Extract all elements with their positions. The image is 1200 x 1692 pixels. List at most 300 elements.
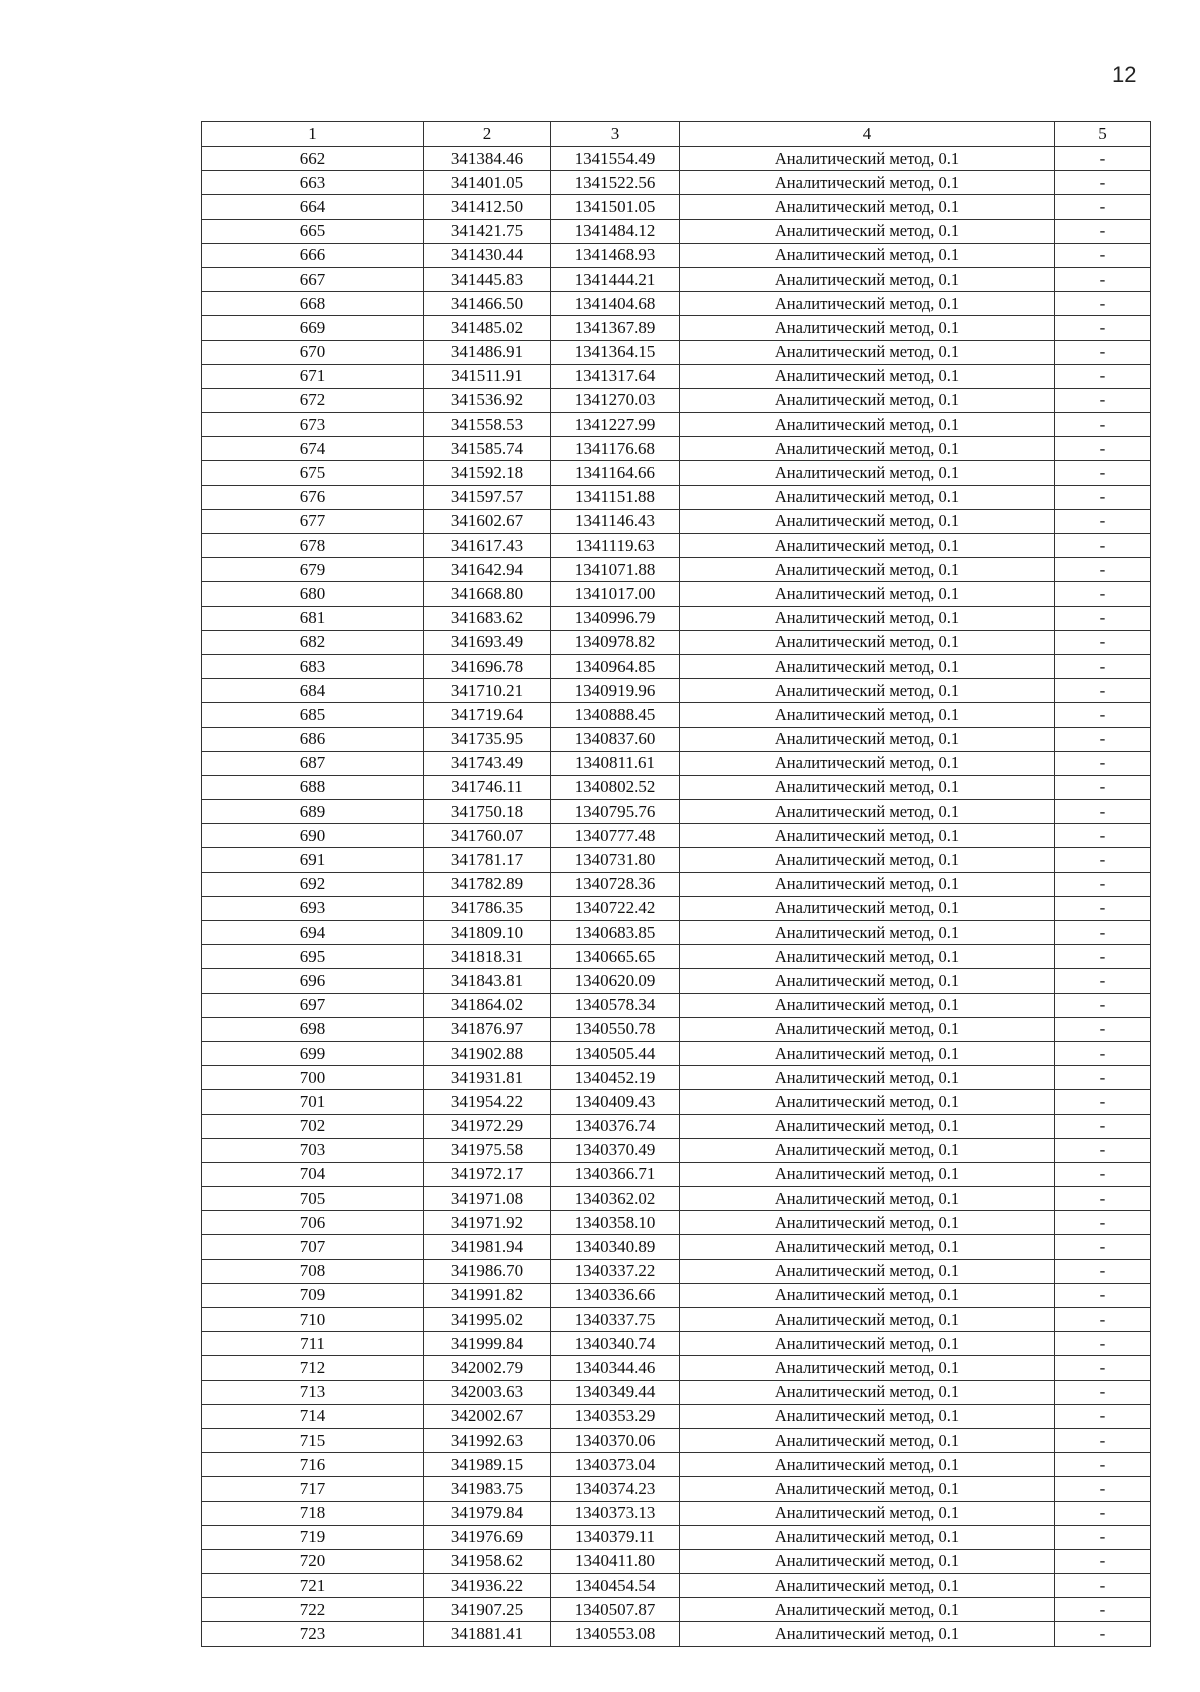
x-coordinate-cell: 341693.49: [424, 630, 551, 654]
y-coordinate-cell: 1340349.44: [551, 1380, 680, 1404]
description-cell: -: [1055, 340, 1151, 364]
method-cell: Аналитический метод, 0.1: [680, 413, 1055, 437]
coordinates-table-body: [202, 122, 1151, 1647]
point-number-cell: 699: [202, 1041, 424, 1065]
method-cell: Аналитический метод, 0.1: [680, 1308, 1055, 1332]
x-coordinate-cell: 341558.53: [424, 413, 551, 437]
y-coordinate-cell: 1340409.43: [551, 1090, 680, 1114]
point-number-cell: 679: [202, 558, 424, 582]
table-row: [202, 606, 1151, 630]
y-coordinate-cell: 1340362.02: [551, 1187, 680, 1211]
table-row: [202, 1477, 1151, 1501]
method-cell: Аналитический метод, 0.1: [680, 1235, 1055, 1259]
method-cell: Аналитический метод, 0.1: [680, 1525, 1055, 1549]
table-row: [202, 921, 1151, 945]
method-cell: Аналитический метод, 0.1: [680, 1574, 1055, 1598]
description-cell: -: [1055, 147, 1151, 171]
x-coordinate-cell: 341979.84: [424, 1501, 551, 1525]
method-cell: Аналитический метод, 0.1: [680, 921, 1055, 945]
point-number-cell: 697: [202, 993, 424, 1017]
point-number-cell: 706: [202, 1211, 424, 1235]
table-row: [202, 1574, 1151, 1598]
table-row: [202, 316, 1151, 340]
point-number-cell: 721: [202, 1574, 424, 1598]
y-coordinate-cell: 1341119.63: [551, 534, 680, 558]
x-coordinate-cell: 341782.89: [424, 872, 551, 896]
y-coordinate-cell: 1341501.05: [551, 195, 680, 219]
table-row: [202, 1332, 1151, 1356]
x-coordinate-cell: 341983.75: [424, 1477, 551, 1501]
description-cell: -: [1055, 921, 1151, 945]
header-cell-y: 3: [551, 122, 680, 147]
description-cell: -: [1055, 1549, 1151, 1573]
description-cell: -: [1055, 1283, 1151, 1307]
method-cell: Аналитический метод, 0.1: [680, 969, 1055, 993]
point-number-cell: 670: [202, 340, 424, 364]
point-number-cell: 705: [202, 1187, 424, 1211]
table-row: [202, 824, 1151, 848]
method-cell: Аналитический метод, 0.1: [680, 316, 1055, 340]
y-coordinate-cell: 1341484.12: [551, 219, 680, 243]
y-coordinate-cell: 1340344.46: [551, 1356, 680, 1380]
x-coordinate-cell: 341975.58: [424, 1138, 551, 1162]
table-row: [202, 1428, 1151, 1452]
table-row: [202, 147, 1151, 171]
x-coordinate-cell: 341421.75: [424, 219, 551, 243]
y-coordinate-cell: 1340340.89: [551, 1235, 680, 1259]
point-number-cell: 703: [202, 1138, 424, 1162]
x-coordinate-cell: 341485.02: [424, 316, 551, 340]
description-cell: -: [1055, 703, 1151, 727]
method-cell: Аналитический метод, 0.1: [680, 1332, 1055, 1356]
point-number-cell: 691: [202, 848, 424, 872]
point-number-cell: 718: [202, 1501, 424, 1525]
x-coordinate-cell: 342002.79: [424, 1356, 551, 1380]
point-number-cell: 701: [202, 1090, 424, 1114]
description-cell: -: [1055, 1356, 1151, 1380]
method-cell: Аналитический метод, 0.1: [680, 993, 1055, 1017]
table-row: [202, 558, 1151, 582]
table-row: [202, 1525, 1151, 1549]
x-coordinate-cell: 341466.50: [424, 292, 551, 316]
x-coordinate-cell: 341668.80: [424, 582, 551, 606]
point-number-cell: 695: [202, 945, 424, 969]
point-number-cell: 675: [202, 461, 424, 485]
header-cell-method: 4: [680, 122, 1055, 147]
x-coordinate-cell: 341818.31: [424, 945, 551, 969]
x-coordinate-cell: 341976.69: [424, 1525, 551, 1549]
method-cell: Аналитический метод, 0.1: [680, 945, 1055, 969]
y-coordinate-cell: 1340358.10: [551, 1211, 680, 1235]
method-cell: Аналитический метод, 0.1: [680, 1380, 1055, 1404]
description-cell: -: [1055, 1332, 1151, 1356]
y-coordinate-cell: 1340340.74: [551, 1332, 680, 1356]
x-coordinate-cell: 341710.21: [424, 679, 551, 703]
y-coordinate-cell: 1340802.52: [551, 775, 680, 799]
x-coordinate-cell: 341696.78: [424, 654, 551, 678]
description-cell: -: [1055, 316, 1151, 340]
description-cell: -: [1055, 1138, 1151, 1162]
table-row: [202, 534, 1151, 558]
point-number-cell: 689: [202, 800, 424, 824]
y-coordinate-cell: 1340507.87: [551, 1598, 680, 1622]
y-coordinate-cell: 1341176.68: [551, 437, 680, 461]
description-cell: -: [1055, 824, 1151, 848]
y-coordinate-cell: 1340505.44: [551, 1041, 680, 1065]
y-coordinate-cell: 1340665.65: [551, 945, 680, 969]
table-row: [202, 1259, 1151, 1283]
point-number-cell: 687: [202, 751, 424, 775]
table-row: [202, 340, 1151, 364]
method-cell: Аналитический метод, 0.1: [680, 219, 1055, 243]
table-row: [202, 1622, 1151, 1646]
method-cell: Аналитический метод, 0.1: [680, 1114, 1055, 1138]
point-number-cell: 678: [202, 534, 424, 558]
method-cell: Аналитический метод, 0.1: [680, 267, 1055, 291]
method-cell: Аналитический метод, 0.1: [680, 654, 1055, 678]
description-cell: -: [1055, 1235, 1151, 1259]
description-cell: -: [1055, 292, 1151, 316]
table-row: [202, 848, 1151, 872]
x-coordinate-cell: 341486.91: [424, 340, 551, 364]
x-coordinate-cell: 341430.44: [424, 243, 551, 267]
description-cell: -: [1055, 1259, 1151, 1283]
point-number-cell: 677: [202, 509, 424, 533]
point-number-cell: 707: [202, 1235, 424, 1259]
header-cell-x: 2: [424, 122, 551, 147]
description-cell: -: [1055, 1501, 1151, 1525]
x-coordinate-cell: 341995.02: [424, 1308, 551, 1332]
y-coordinate-cell: 1340411.80: [551, 1549, 680, 1573]
point-number-cell: 683: [202, 654, 424, 678]
method-cell: Аналитический метод, 0.1: [680, 1017, 1055, 1041]
description-cell: -: [1055, 993, 1151, 1017]
method-cell: Аналитический метод, 0.1: [680, 1549, 1055, 1573]
description-cell: -: [1055, 1453, 1151, 1477]
x-coordinate-cell: 341719.64: [424, 703, 551, 727]
description-cell: -: [1055, 485, 1151, 509]
x-coordinate-cell: 341954.22: [424, 1090, 551, 1114]
y-coordinate-cell: 1340374.23: [551, 1477, 680, 1501]
y-coordinate-cell: 1341270.03: [551, 388, 680, 412]
y-coordinate-cell: 1341146.43: [551, 509, 680, 533]
table-row: [202, 1549, 1151, 1573]
x-coordinate-cell: 341511.91: [424, 364, 551, 388]
table-row: [202, 1356, 1151, 1380]
table-row: [202, 1308, 1151, 1332]
description-cell: -: [1055, 1187, 1151, 1211]
y-coordinate-cell: 1340379.11: [551, 1525, 680, 1549]
method-cell: Аналитический метод, 0.1: [680, 727, 1055, 751]
x-coordinate-cell: 341617.43: [424, 534, 551, 558]
method-cell: Аналитический метод, 0.1: [680, 437, 1055, 461]
y-coordinate-cell: 1340978.82: [551, 630, 680, 654]
table-row: [202, 1162, 1151, 1186]
table-row: [202, 1041, 1151, 1065]
point-number-cell: 708: [202, 1259, 424, 1283]
method-cell: Аналитический метод, 0.1: [680, 1501, 1055, 1525]
method-cell: Аналитический метод, 0.1: [680, 872, 1055, 896]
x-coordinate-cell: 341936.22: [424, 1574, 551, 1598]
table-row: [202, 413, 1151, 437]
x-coordinate-cell: 341931.81: [424, 1066, 551, 1090]
x-coordinate-cell: 341781.17: [424, 848, 551, 872]
point-number-cell: 722: [202, 1598, 424, 1622]
x-coordinate-cell: 341881.41: [424, 1622, 551, 1646]
table-row: [202, 461, 1151, 485]
table-row: [202, 1138, 1151, 1162]
point-number-cell: 714: [202, 1404, 424, 1428]
point-number-cell: 664: [202, 195, 424, 219]
description-cell: -: [1055, 1211, 1151, 1235]
point-number-cell: 693: [202, 896, 424, 920]
x-coordinate-cell: 341981.94: [424, 1235, 551, 1259]
y-coordinate-cell: 1341367.89: [551, 316, 680, 340]
table-row: [202, 1187, 1151, 1211]
description-cell: -: [1055, 727, 1151, 751]
table-row: [202, 437, 1151, 461]
point-number-cell: 682: [202, 630, 424, 654]
method-cell: Аналитический метод, 0.1: [680, 364, 1055, 388]
y-coordinate-cell: 1341468.93: [551, 243, 680, 267]
method-cell: Аналитический метод, 0.1: [680, 1622, 1055, 1646]
x-coordinate-cell: 341864.02: [424, 993, 551, 1017]
point-number-cell: 666: [202, 243, 424, 267]
table-row: [202, 267, 1151, 291]
description-cell: -: [1055, 1114, 1151, 1138]
method-cell: Аналитический метод, 0.1: [680, 751, 1055, 775]
description-cell: -: [1055, 171, 1151, 195]
y-coordinate-cell: 1340722.42: [551, 896, 680, 920]
method-cell: Аналитический метод, 0.1: [680, 461, 1055, 485]
description-cell: -: [1055, 1066, 1151, 1090]
x-coordinate-cell: 341642.94: [424, 558, 551, 582]
description-cell: -: [1055, 195, 1151, 219]
table-row: [202, 1598, 1151, 1622]
header-cell-description: 5: [1055, 122, 1151, 147]
method-cell: Аналитический метод, 0.1: [680, 679, 1055, 703]
y-coordinate-cell: 1340996.79: [551, 606, 680, 630]
x-coordinate-cell: 342002.67: [424, 1404, 551, 1428]
y-coordinate-cell: 1340620.09: [551, 969, 680, 993]
table-row: [202, 219, 1151, 243]
page-number: 12: [1112, 62, 1137, 87]
x-coordinate-cell: 341902.88: [424, 1041, 551, 1065]
x-coordinate-cell: 341971.92: [424, 1211, 551, 1235]
y-coordinate-cell: 1340337.75: [551, 1308, 680, 1332]
table-row: [202, 364, 1151, 388]
point-number-cell: 676: [202, 485, 424, 509]
description-cell: -: [1055, 1404, 1151, 1428]
point-number-cell: 668: [202, 292, 424, 316]
point-number-cell: 694: [202, 921, 424, 945]
table-row: [202, 654, 1151, 678]
y-coordinate-cell: 1340337.22: [551, 1259, 680, 1283]
point-number-cell: 663: [202, 171, 424, 195]
description-cell: -: [1055, 413, 1151, 437]
table-row: [202, 243, 1151, 267]
x-coordinate-cell: 341585.74: [424, 437, 551, 461]
point-number-cell: 713: [202, 1380, 424, 1404]
table-row: [202, 1211, 1151, 1235]
point-number-cell: 698: [202, 1017, 424, 1041]
description-cell: -: [1055, 800, 1151, 824]
method-cell: Аналитический метод, 0.1: [680, 171, 1055, 195]
x-coordinate-cell: 341958.62: [424, 1549, 551, 1573]
method-cell: Аналитический метод, 0.1: [680, 1187, 1055, 1211]
x-coordinate-cell: 341602.67: [424, 509, 551, 533]
description-cell: -: [1055, 1598, 1151, 1622]
table-row: [202, 1453, 1151, 1477]
description-cell: -: [1055, 896, 1151, 920]
method-cell: Аналитический метод, 0.1: [680, 582, 1055, 606]
table-row: [202, 1283, 1151, 1307]
method-cell: Аналитический метод, 0.1: [680, 1162, 1055, 1186]
point-number-cell: 704: [202, 1162, 424, 1186]
description-cell: -: [1055, 775, 1151, 799]
point-number-cell: 709: [202, 1283, 424, 1307]
method-cell: Аналитический метод, 0.1: [680, 1453, 1055, 1477]
table-row: [202, 509, 1151, 533]
point-number-cell: 711: [202, 1332, 424, 1356]
point-number-cell: 690: [202, 824, 424, 848]
method-cell: Аналитический метод, 0.1: [680, 147, 1055, 171]
point-number-cell: 710: [202, 1308, 424, 1332]
method-cell: Аналитический метод, 0.1: [680, 630, 1055, 654]
y-coordinate-cell: 1340550.78: [551, 1017, 680, 1041]
y-coordinate-cell: 1340452.19: [551, 1066, 680, 1090]
description-cell: -: [1055, 1380, 1151, 1404]
method-cell: Аналитический метод, 0.1: [680, 896, 1055, 920]
x-coordinate-cell: 341412.50: [424, 195, 551, 219]
description-cell: -: [1055, 1162, 1151, 1186]
table-row: [202, 727, 1151, 751]
point-number-cell: 700: [202, 1066, 424, 1090]
method-cell: Аналитический метод, 0.1: [680, 1598, 1055, 1622]
table-row: [202, 1090, 1151, 1114]
table-row: [202, 1380, 1151, 1404]
point-number-cell: 717: [202, 1477, 424, 1501]
point-number-cell: 712: [202, 1356, 424, 1380]
method-cell: Аналитический метод, 0.1: [680, 243, 1055, 267]
x-coordinate-cell: 341992.63: [424, 1428, 551, 1452]
description-cell: -: [1055, 388, 1151, 412]
x-coordinate-cell: 341809.10: [424, 921, 551, 945]
y-coordinate-cell: 1341404.68: [551, 292, 680, 316]
method-cell: Аналитический метод, 0.1: [680, 340, 1055, 364]
description-cell: -: [1055, 848, 1151, 872]
table-row: [202, 1501, 1151, 1525]
y-coordinate-cell: 1340811.61: [551, 751, 680, 775]
y-coordinate-cell: 1340376.74: [551, 1114, 680, 1138]
point-number-cell: 673: [202, 413, 424, 437]
table-row: [202, 1017, 1151, 1041]
point-number-cell: 662: [202, 147, 424, 171]
method-cell: Аналитический метод, 0.1: [680, 1090, 1055, 1114]
y-coordinate-cell: 1341227.99: [551, 413, 680, 437]
method-cell: Аналитический метод, 0.1: [680, 558, 1055, 582]
y-coordinate-cell: 1340578.34: [551, 993, 680, 1017]
y-coordinate-cell: 1340837.60: [551, 727, 680, 751]
method-cell: Аналитический метод, 0.1: [680, 534, 1055, 558]
x-coordinate-cell: 341750.18: [424, 800, 551, 824]
x-coordinate-cell: 341991.82: [424, 1283, 551, 1307]
method-cell: Аналитический метод, 0.1: [680, 800, 1055, 824]
point-number-cell: 702: [202, 1114, 424, 1138]
y-coordinate-cell: 1341071.88: [551, 558, 680, 582]
x-coordinate-cell: 341876.97: [424, 1017, 551, 1041]
table-row: [202, 582, 1151, 606]
x-coordinate-cell: 341972.17: [424, 1162, 551, 1186]
x-coordinate-cell: 341972.29: [424, 1114, 551, 1138]
description-cell: -: [1055, 509, 1151, 533]
table-row: [202, 1114, 1151, 1138]
table-row: [202, 872, 1151, 896]
x-coordinate-cell: 341843.81: [424, 969, 551, 993]
description-cell: -: [1055, 945, 1151, 969]
point-number-cell: 720: [202, 1549, 424, 1573]
x-coordinate-cell: 341384.46: [424, 147, 551, 171]
point-number-cell: 696: [202, 969, 424, 993]
table-row: [202, 292, 1151, 316]
description-cell: -: [1055, 243, 1151, 267]
point-number-cell: 680: [202, 582, 424, 606]
y-coordinate-cell: 1340683.85: [551, 921, 680, 945]
point-number-cell: 716: [202, 1453, 424, 1477]
x-coordinate-cell: 341989.15: [424, 1453, 551, 1477]
y-coordinate-cell: 1340336.66: [551, 1283, 680, 1307]
method-cell: Аналитический метод, 0.1: [680, 824, 1055, 848]
y-coordinate-cell: 1341317.64: [551, 364, 680, 388]
y-coordinate-cell: 1341554.49: [551, 147, 680, 171]
method-cell: Аналитический метод, 0.1: [680, 1138, 1055, 1162]
x-coordinate-cell: 341445.83: [424, 267, 551, 291]
y-coordinate-cell: 1341151.88: [551, 485, 680, 509]
method-cell: Аналитический метод, 0.1: [680, 388, 1055, 412]
method-cell: Аналитический метод, 0.1: [680, 848, 1055, 872]
y-coordinate-cell: 1340353.29: [551, 1404, 680, 1428]
header-cell-point-number: 1: [202, 122, 424, 147]
description-cell: -: [1055, 364, 1151, 388]
description-cell: -: [1055, 751, 1151, 775]
description-cell: -: [1055, 1041, 1151, 1065]
description-cell: -: [1055, 267, 1151, 291]
method-cell: Аналитический метод, 0.1: [680, 292, 1055, 316]
x-coordinate-cell: 341735.95: [424, 727, 551, 751]
y-coordinate-cell: 1340795.76: [551, 800, 680, 824]
description-cell: -: [1055, 679, 1151, 703]
method-cell: Аналитический метод, 0.1: [680, 703, 1055, 727]
point-number-cell: 692: [202, 872, 424, 896]
description-cell: -: [1055, 219, 1151, 243]
x-coordinate-cell: 341746.11: [424, 775, 551, 799]
point-number-cell: 686: [202, 727, 424, 751]
method-cell: Аналитический метод, 0.1: [680, 1041, 1055, 1065]
table-row: [202, 896, 1151, 920]
description-cell: -: [1055, 654, 1151, 678]
method-cell: Аналитический метод, 0.1: [680, 1477, 1055, 1501]
y-coordinate-cell: 1341017.00: [551, 582, 680, 606]
y-coordinate-cell: 1340370.06: [551, 1428, 680, 1452]
method-cell: Аналитический метод, 0.1: [680, 1404, 1055, 1428]
table-row: [202, 1235, 1151, 1259]
table-row: [202, 945, 1151, 969]
point-number-cell: 684: [202, 679, 424, 703]
y-coordinate-cell: 1340553.08: [551, 1622, 680, 1646]
table-row: [202, 775, 1151, 799]
description-cell: -: [1055, 437, 1151, 461]
y-coordinate-cell: 1341444.21: [551, 267, 680, 291]
